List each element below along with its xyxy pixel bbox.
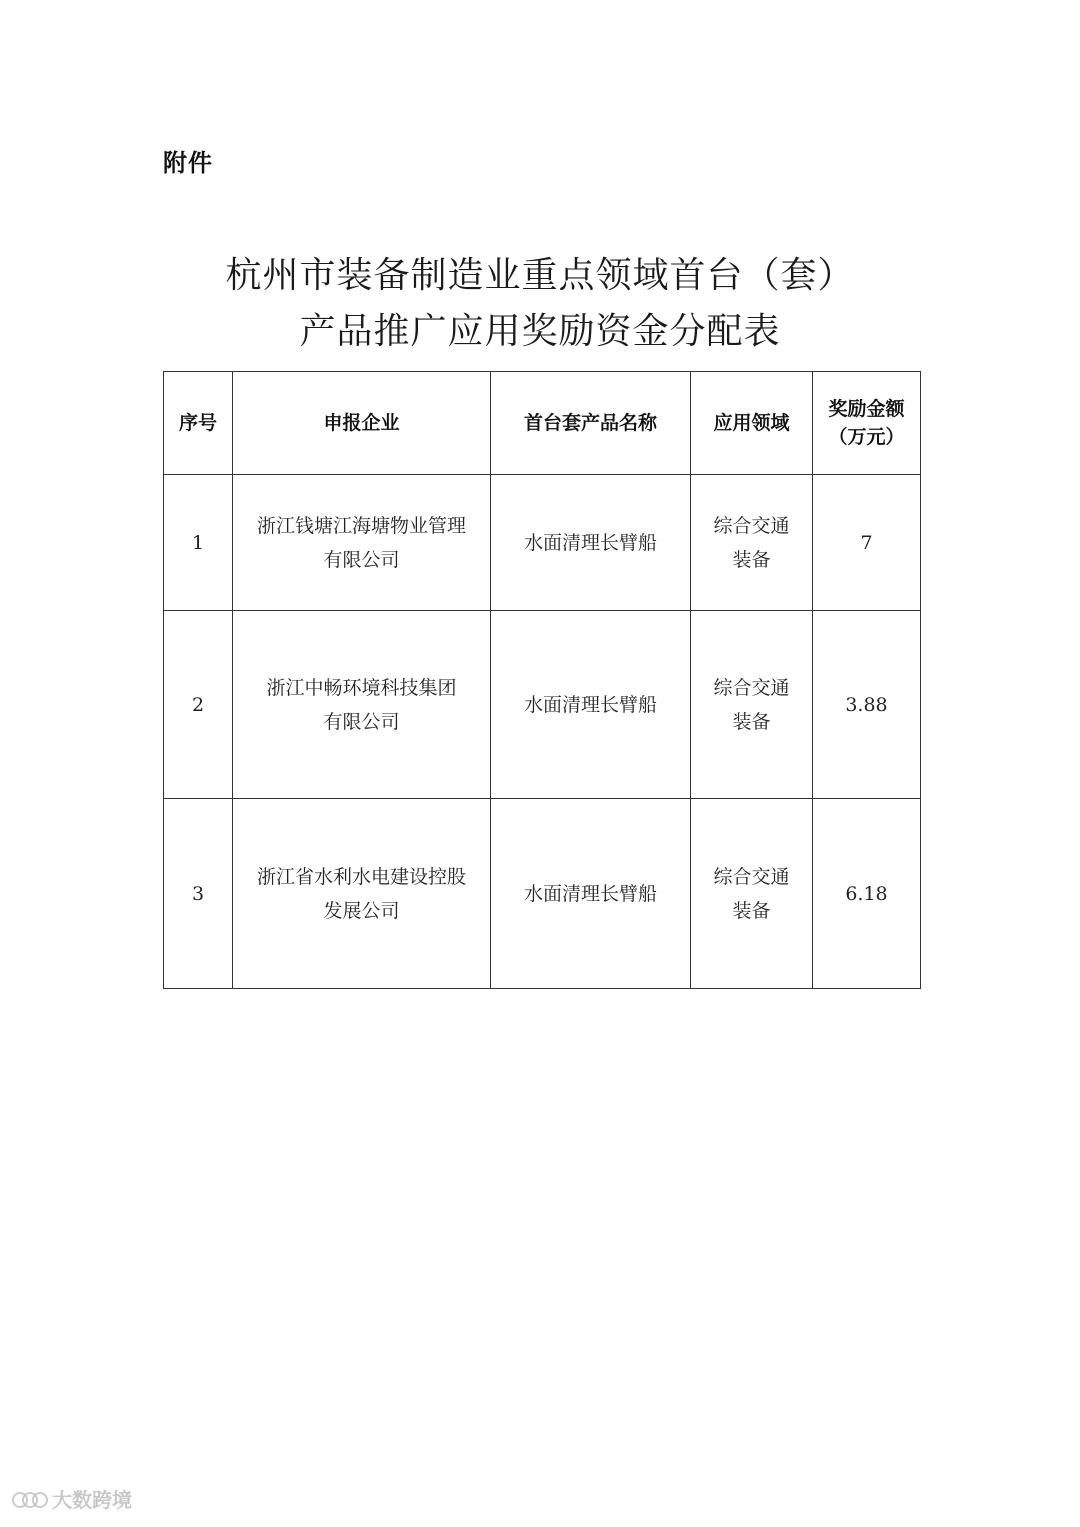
title-line-2: 产品推广应用奖励资金分配表 [299, 311, 781, 352]
row-product: 水面清理长臂船 [491, 799, 691, 989]
header-product: 首台套产品名称 [491, 372, 691, 475]
company-line1: 浙江钱塘江海塘物业管理 [256, 514, 466, 537]
field-line1: 综合交通 [713, 676, 790, 699]
header-amount [813, 372, 921, 475]
row-company [233, 611, 491, 799]
header-field: 应用领域 [691, 372, 813, 475]
attachment-label: 附件 [163, 149, 213, 177]
watermark-text: 大数跨境 [52, 1488, 132, 1512]
header-company: 申报企业 [233, 372, 491, 475]
field-line1: 综合交通 [713, 514, 790, 537]
document-title [0, 248, 1080, 360]
field-line2: 装备 [732, 548, 771, 571]
table-row [164, 799, 921, 989]
field-line2: 装备 [732, 899, 771, 922]
header-amount-line1: 奖励金额 [828, 398, 905, 420]
company-line2: 有限公司 [323, 548, 400, 571]
row-amount: 6.18 [813, 799, 921, 989]
company-line1: 浙江中畅环境科技集团 [266, 676, 457, 699]
row-field [691, 611, 813, 799]
row-field [691, 475, 813, 611]
row-product: 水面清理长臂船 [491, 611, 691, 799]
title-line-1: 杭州市装备制造业重点领域首台（套） [225, 255, 855, 296]
row-index: 1 [164, 475, 233, 611]
row-index: 3 [164, 799, 233, 989]
company-line1: 浙江省水利水电建设控股 [256, 865, 466, 888]
row-amount: 3.88 [813, 611, 921, 799]
header-amount-line2: （万元） [828, 426, 905, 448]
row-field [691, 799, 813, 989]
row-product: 水面清理长臂船 [491, 475, 691, 611]
watermark [12, 1484, 132, 1513]
row-company [233, 475, 491, 611]
header-index: 序号 [164, 372, 233, 475]
field-line1: 综合交通 [713, 865, 790, 888]
allocation-table [163, 371, 921, 989]
row-amount: 7 [813, 475, 921, 611]
field-line2: 装备 [732, 710, 771, 733]
table-row [164, 611, 921, 799]
row-company [233, 799, 491, 989]
ring-logo-icon [12, 1487, 46, 1511]
table-header-row [164, 372, 921, 475]
row-index: 2 [164, 611, 233, 799]
table-row [164, 475, 921, 611]
company-line2: 有限公司 [323, 710, 400, 733]
company-line2: 发展公司 [323, 899, 400, 922]
